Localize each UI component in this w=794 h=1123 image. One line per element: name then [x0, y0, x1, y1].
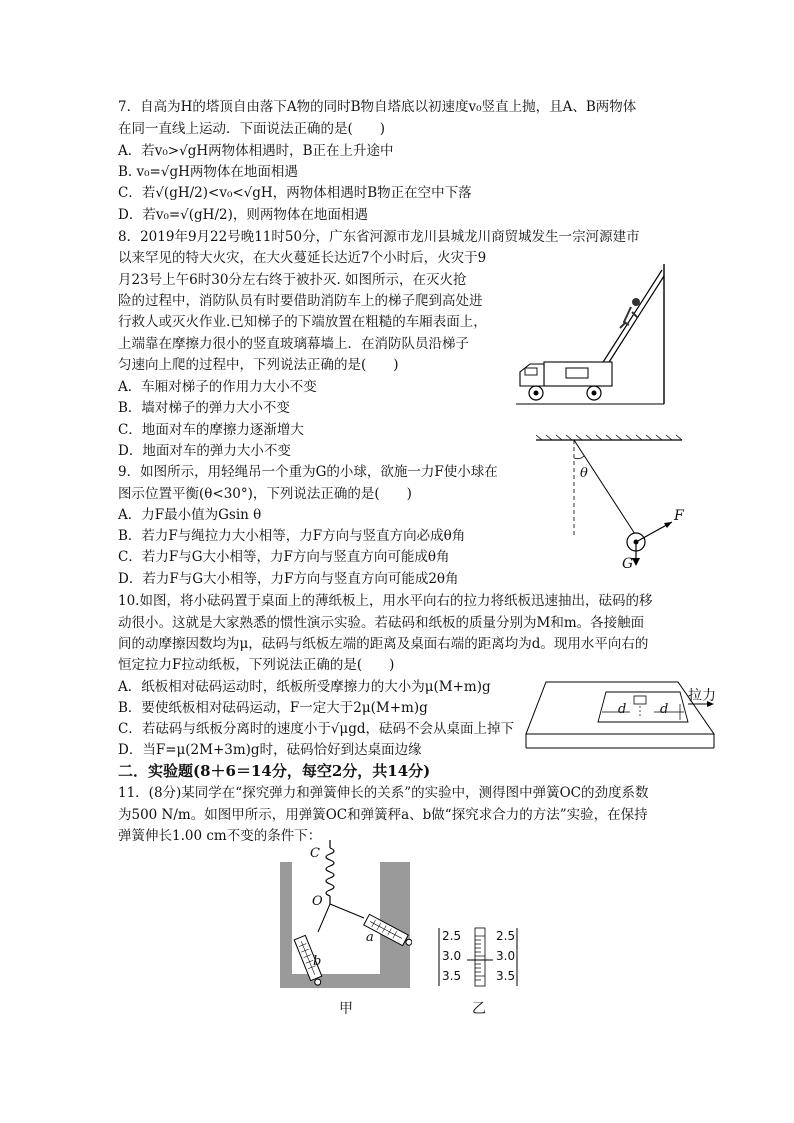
q9-option-a: A．力F最小值为Gsin θ	[118, 507, 262, 523]
q10-stem-line1: 10.如图，将小砝码置于桌面上的薄纸板上，用水平向右的拉力将纸板迅速抽出，砝码的移	[118, 593, 653, 609]
q10-option-c: C．若砝码与纸板分离时的速度小于√μgd，砝码不会从桌面上掉下	[118, 721, 514, 737]
q8-option-a: A．车厢对梯子的作用力大小不变	[118, 379, 317, 395]
q7-stem-line1: 7．自高为H的塔顶自由落下A物的同时B物自塔底以初速度v₀竖直上抛，且A、B两物体	[118, 99, 637, 115]
q8-stem-line6: 上端靠在摩擦力很小的竖直玻璃幕墙上．在消防队员沿梯子	[118, 336, 469, 352]
q9-option-c: C．若力F与G大小相等，力F方向与竖直方向可能成θ角	[118, 549, 450, 565]
spring-scale-figure-jia	[280, 838, 412, 990]
q10-stem-line4: 恒定拉力F拉动纸板，下列说法正确的是( )	[118, 657, 395, 673]
q8-stem-line2: 以来罕见的特大火灾，在大火蔓延长达近7个小时后，火灾于9	[118, 250, 487, 266]
q9-theta-label: θ	[580, 466, 588, 481]
q9-option-b: B．若力F与绳拉力大小相等，力F方向与竖直方向必成θ角	[118, 528, 466, 544]
q11-knot-O-label: O	[312, 894, 323, 909]
pendulum-force-figure	[532, 434, 692, 574]
scale-right-tick-3: 3.5	[496, 969, 516, 983]
q10-distance-d-right: d	[660, 702, 669, 717]
q9-stem-line1: 9．如图所示，用轻绳吊一个重为G的小球，欲施一力F使小球在	[118, 464, 498, 480]
figure-caption-jia: 甲	[339, 1001, 353, 1017]
q7-option-d: D．若v₀=√(gH/2)，则两物体在地面相遇	[118, 207, 368, 223]
q9-force-F-label: F	[674, 508, 684, 524]
q8-stem-line5: 行救人或灭火作业.已知梯子的下端放置在粗糙的车厢表面上，	[118, 314, 487, 330]
q9-stem-line2: 图示位置平衡(θ<30°)，下列说法正确的是( )	[118, 486, 412, 502]
q7-option-b: B. v₀=√gH两物体在地面相遇	[118, 164, 298, 180]
q8-stem-line7: 匀速向上爬的过程中，下列说法正确的是( )	[118, 357, 399, 373]
q7-option-a: A．若v₀>√gH两物体相遇时，B正在上升途中	[118, 143, 394, 159]
scale-left-tick-3: 3.5	[442, 969, 462, 983]
figure-caption-yi: 乙	[472, 1001, 486, 1017]
q8-option-b: B．墙对梯子的弹力大小不变	[118, 400, 290, 416]
q10-stem-line2: 动很小。这就是大家熟悉的惯性演示实验。若砝码和纸板的质量分别为M和m。各接触面	[118, 615, 645, 631]
q10-option-a: A．纸板相对砝码运动时，纸板所受摩擦力的大小为μ(M+m)g	[118, 679, 491, 695]
q10-option-d: D．当F=μ(2M+3m)g时，砝码恰好到达桌面边缘	[118, 742, 422, 758]
q11-stem-line2: 为500 N/m。如图甲所示，用弹簧OC和弹簧秤a、b做“探究求合力的方法”实验，在保持	[118, 807, 648, 823]
q11-scale-b-label: b	[313, 954, 322, 969]
q7-option-c: C．若√(gH/2)<v₀<√gH，两物体相遇时B物正在空中下落	[118, 185, 472, 201]
section-2-heading: 二．实验题(8＋6＝14分，每空2分，共14分)	[118, 762, 431, 780]
q11-spring-C-label: C	[310, 846, 320, 861]
q10-stem-line3: 间的动摩擦因数均为μ，砝码与纸板左端的距离及桌面右端的距离均为d。现用水平向右的	[118, 636, 649, 652]
q11-stem-line3: 弹簧伸长1.00 cm不变的条件下：	[118, 828, 322, 844]
q11-scale-a-label: a	[366, 930, 374, 945]
q8-stem-line1: 8．2019年9月22号晚11时50分，广东省河源市龙川县城龙川商贸城发生一宗河源建市	[118, 229, 640, 245]
q8-stem-line3: 月23号上午6时30分左右终于被扑灭. 如图所示，在灭火抢	[118, 272, 467, 288]
q8-option-d: D．地面对车的弹力大小不变	[118, 443, 291, 459]
q7-stem-line2: 在同一直线上运动．下面说法正确的是( )	[118, 121, 386, 137]
q10-distance-d-left: d	[618, 702, 627, 717]
scale-right-tick-1: 2.5	[496, 929, 516, 943]
q10-option-b: B．要使纸板相对砝码运动，F一定大于2μ(M+m)g	[118, 700, 428, 716]
q8-option-c: C．地面对车的摩擦力逐渐增大	[118, 422, 304, 438]
scale-left-tick-2: 3.0	[442, 949, 462, 963]
scale-left-tick-1: 2.5	[442, 929, 462, 943]
scale-right-tick-2: 3.0	[496, 949, 516, 963]
fire-truck-ladder-figure	[516, 262, 674, 407]
q10-pull-force-label: 拉力	[688, 688, 716, 704]
q8-stem-line4: 险的过程中，消防队员有时要借助消防车上的梯子爬到高处进	[118, 293, 483, 309]
q9-option-d: D．若力F与G大小相等，力F方向与竖直方向可能成2θ角	[118, 571, 459, 587]
q9-gravity-G-label: G	[622, 556, 634, 572]
q11-stem-line1: 11．(8分)某同学在“探究弹力和弹簧伸长的关系”的实验中，测得图中弹簧OC的劲度系数	[118, 785, 649, 801]
